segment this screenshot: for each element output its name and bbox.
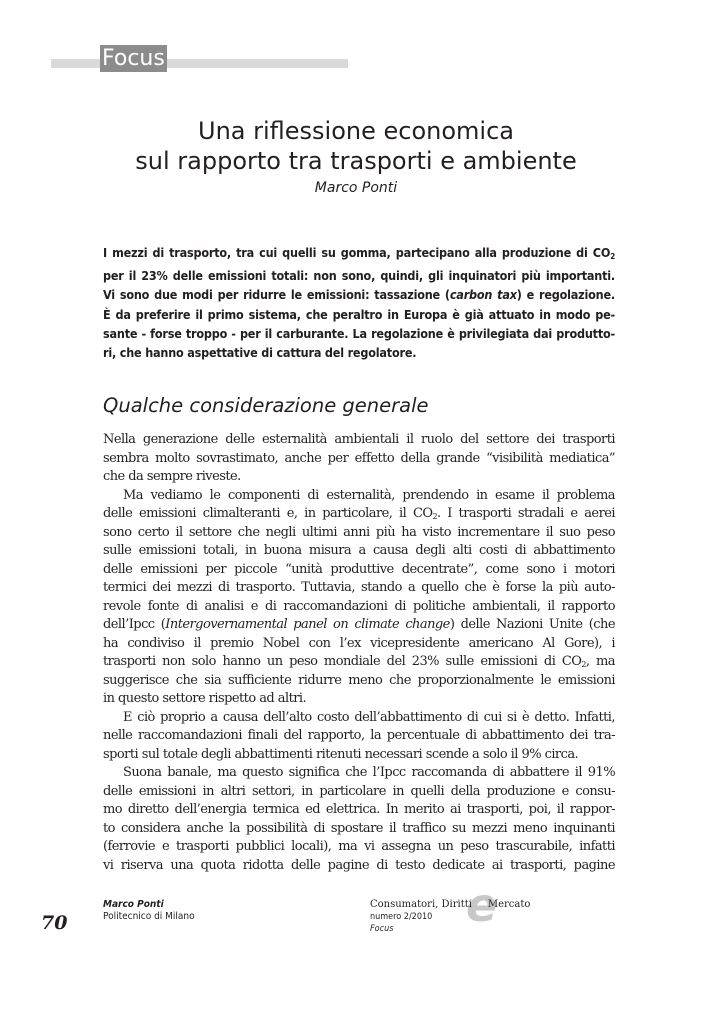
- footer-author-block: [103, 899, 195, 923]
- body-line: (ferrovie e trasporti pubblici locali), ma vi assegna un peso trascurabile, infatti: [103, 839, 615, 854]
- body-line: suggerisce che sia sufficiente ridurre meno che proporzionalmente le emissioni: [103, 672, 615, 688]
- body-line: Ma vediamo le componenti di esternalità, prendendo in esame il problema: [123, 487, 615, 503]
- page-number: 70: [41, 912, 68, 934]
- footer-issue: numero 2/2010: [370, 912, 433, 922]
- footer-journal-block: [370, 899, 550, 935]
- co2-subscript: 2: [610, 252, 615, 261]
- article-author: Marco Ponti: [314, 180, 398, 196]
- section-heading: Qualche considerazione generale: [103, 394, 429, 417]
- abstract-line: Vi sono due modi per ridurre le emissioni: tassazione (carbon tax) e regolazione.: [103, 287, 615, 303]
- body-line: sono certo il settore che negli ultimi anni più ha visto incrementare il suo peso: [103, 524, 615, 540]
- abstract: [103, 243, 615, 362]
- body-line: vi riserva una quota ridotta delle pagine di testo dedicate ai trasporti, pagine: [103, 857, 615, 873]
- body-line: Nella generazione delle esternalità ambientali il ruolo del settore dei trasporti: [103, 432, 615, 447]
- abstract-line: per il 23% delle emissioni totali: non sono, quindi, gli inquinatori più importanti.: [103, 268, 615, 284]
- body-line: sembra molto sovrastimato, anche per effetto della grande “visibilità mediatica”: [103, 450, 615, 466]
- header-rule: [51, 59, 348, 68]
- abstract-line: sante - forse troppo - per il carburante. La regolazione è privilegiata dai produtto-: [103, 325, 615, 341]
- body-line: trasporti non solo hanno un peso mondiale del 23% sulle emissioni di $CO_2$, ma: [103, 654, 615, 669]
- body-line: mo diretto dell’energia termica ed elettrica. In merito ai trasporti, poi, il rappor-: [103, 802, 615, 817]
- footer-section: Focus: [370, 924, 394, 934]
- body-line: delle emissioni climalteranti e, in particolare, il $CO_2$. I trasporti stradali e aerei: [103, 506, 615, 521]
- body-line: ha condiviso il premio Nobel con l’ex vicepresidente americano Al Gore), i: [103, 635, 615, 651]
- body-line: dell’Ipcc (Intergovernamental panel on climate change) delle Nazioni Unite (che: [103, 617, 616, 632]
- footer-affiliation: Politecnico di Milano: [103, 911, 195, 922]
- footer-journal-title: Consumatori, Diritti Mercato: [370, 899, 531, 910]
- body-line: E ciò proprio a causa dell’alto costo dell’abbattimento di cui si è detto. Infatti,: [123, 709, 615, 725]
- title-line-2: sul rapporto tra trasporti e ambiente: [135, 147, 577, 175]
- abstract-line: È da preferire il primo sistema, che peraltro in Europa è già attuato in modo pe-: [103, 306, 615, 322]
- body-line: sporti sul totale degli abbattimenti ritenuti necessari scende a solo il 9% circa.: [103, 746, 579, 762]
- body-line: Suona banale, ma questo significa che l’Ipcc raccomanda di abbattere il 91%: [123, 765, 615, 780]
- body-line: to considera anche la possibilità di spostare il traffico su mezzi meno inquinanti: [103, 820, 615, 836]
- abstract-line: I mezzi di trasporto, tra cui quelli su gomma, partecipano alla produzione di CO2: [103, 245, 615, 261]
- body-line: revole fonte di analisi e di raccomandazioni di politiche ambientali, il rapporto: [103, 598, 615, 614]
- footer-author-name: Marco Ponti: [103, 899, 164, 910]
- section-label: Focus: [102, 46, 165, 71]
- body-line: delle emissioni per piccole “unità produttive decentrate”, come sono i motori: [103, 561, 615, 577]
- article-title: [100, 116, 612, 176]
- title-line-1: Una riflessione economica: [198, 117, 514, 145]
- body-line: delle emissioni in altri settori, in particolare in quelli della produzione e consu-: [103, 783, 615, 799]
- body-line: nelle raccomandazioni finali del rapporto, la percentuale di abbattimento dei tra-: [103, 728, 615, 743]
- body-text: [103, 431, 615, 875]
- body-line: sulle emissioni totali, in buona misura a causa degli alti costi di abbattimento: [103, 543, 615, 558]
- body-line: termici dei mezzi di trasporto. Tuttavia, stando a quello che è forse la più auto-: [103, 580, 615, 595]
- journal-logo-e: e: [466, 878, 498, 932]
- body-line: che da sempre riveste.: [103, 469, 241, 484]
- body-line: in questo settore rispetto ad altri.: [103, 691, 307, 706]
- abstract-line: ri, che hanno aspettative di cattura del regolatore.: [103, 345, 417, 361]
